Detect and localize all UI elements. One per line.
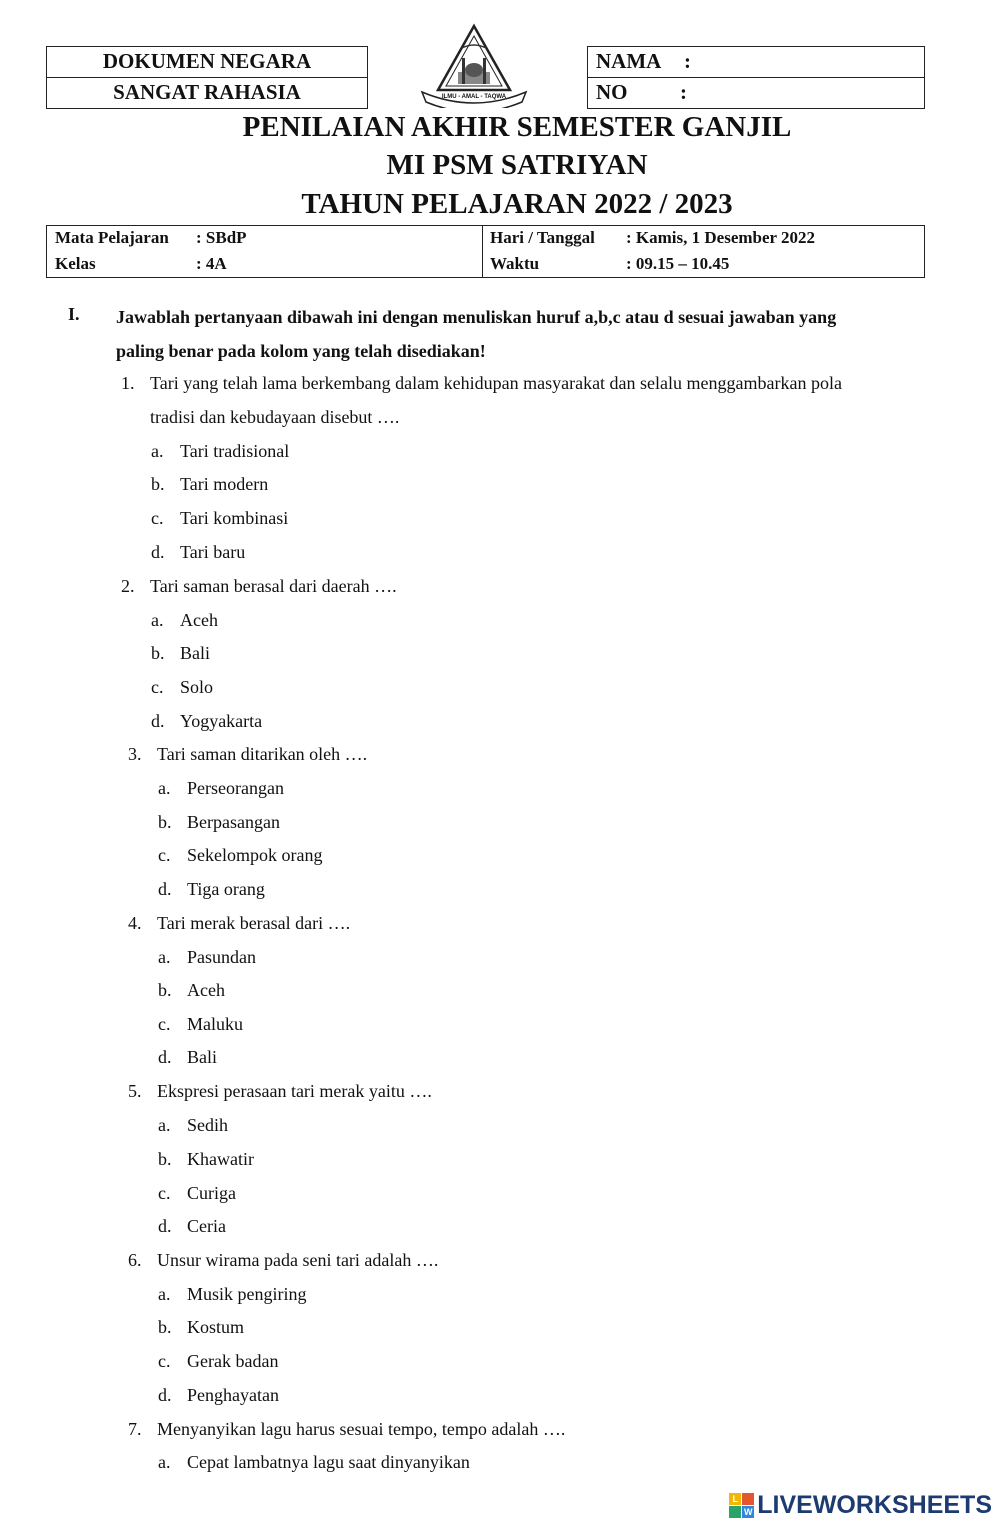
- option-letter: b.: [158, 812, 172, 832]
- option-letter: c.: [158, 1351, 171, 1371]
- option-letter: b.: [151, 643, 165, 663]
- classification-line-2: SANGAT RAHASIA: [113, 80, 301, 104]
- option-text: Penghayatan: [187, 1385, 279, 1405]
- liveworksheets-logo[interactable]: [729, 1488, 992, 1522]
- option-letter: d.: [158, 1216, 172, 1236]
- badge-letter: L: [729, 1493, 741, 1505]
- option-text: Tari tradisional: [180, 441, 290, 461]
- option-letter: d.: [151, 711, 165, 731]
- option-text: Bali: [187, 1047, 217, 1067]
- school-emblem: [414, 22, 534, 108]
- section-number: I.: [68, 304, 80, 324]
- question-text-line-1: Tari yang telah lama berkembang dalam kehidupan masyarakat dan selalu menggambarkan pola: [150, 373, 842, 393]
- option-letter: c.: [151, 508, 164, 528]
- question-text-line-1: Tari merak berasal dari ….: [157, 913, 351, 933]
- brand-name: LIVEWORKSHEETS: [757, 1490, 992, 1519]
- question-1: [121, 366, 921, 434]
- option-letter: c.: [158, 845, 171, 865]
- time-value: : 09.15 – 10.45: [626, 254, 730, 273]
- question-text-line-2: tradisi dan kebudayaan disebut ….: [150, 407, 400, 427]
- option-letter: d.: [158, 879, 172, 899]
- day-label: Hari / Tanggal: [490, 228, 595, 247]
- option-text: Khawatir: [187, 1149, 254, 1169]
- option-text: Tari modern: [180, 474, 269, 494]
- classification-line-1: DOKUMEN NEGARA: [102, 49, 312, 73]
- option-text: Cepat lambatnya lagu saat dinyanyikan: [187, 1452, 470, 1472]
- section-instruction: [116, 300, 916, 368]
- question-number: 5.: [128, 1081, 142, 1101]
- option-letter: a.: [158, 947, 171, 967]
- option-text: Yogyakarta: [180, 711, 263, 731]
- subject-value: : SBdP: [196, 228, 247, 247]
- option-letter: a.: [158, 1115, 171, 1135]
- option-letter: b.: [158, 1149, 172, 1169]
- name-field[interactable]: :: [684, 49, 691, 73]
- number-field[interactable]: :: [680, 80, 687, 104]
- question-7: [128, 1412, 918, 1446]
- question-number: 2.: [121, 576, 135, 596]
- class-value: : 4A: [196, 254, 227, 273]
- instruction-line-2: paling benar pada kolom yang telah disediakan!: [116, 341, 486, 361]
- option-text: Tiga orang: [187, 879, 265, 899]
- option-letter: a.: [158, 1284, 171, 1304]
- option-letter: a.: [151, 610, 164, 630]
- question-4: [128, 906, 918, 940]
- option-letter: a.: [151, 441, 164, 461]
- question-text-line-1: Tari saman ditarikan oleh ….: [157, 744, 368, 764]
- option-text: Sedih: [187, 1115, 229, 1135]
- option-text: Maluku: [187, 1014, 243, 1034]
- option-text: Ceria: [187, 1216, 226, 1236]
- option-text: Solo: [180, 677, 214, 697]
- brand-badge-icon: [729, 1493, 754, 1518]
- instruction-line-1: Jawablah pertanyaan dibawah ini dengan menuliskan huruf a,b,c atau d sesuai jawaban yang: [116, 307, 837, 327]
- option-text: Sekelompok orang: [187, 845, 323, 865]
- exam-title: PENILAIAN AKHIR SEMESTER GANJIL: [242, 111, 792, 143]
- option-letter: a.: [158, 1452, 171, 1472]
- option-letter: a.: [158, 778, 171, 798]
- option-text: Perseorangan: [187, 778, 284, 798]
- option-text: Kostum: [187, 1317, 245, 1337]
- question-text-line-1: Ekspresi perasaan tari merak yaitu ….: [157, 1081, 432, 1101]
- badge-tile: [729, 1506, 741, 1518]
- school-name: MI PSM SATRIYAN: [386, 149, 648, 181]
- option-letter: d.: [158, 1385, 172, 1405]
- number-label: NO: [596, 80, 628, 104]
- question-6: [128, 1243, 918, 1277]
- option-letter: d.: [151, 542, 165, 562]
- option-letter: c.: [158, 1183, 171, 1203]
- question-number: 1.: [121, 373, 135, 393]
- question-number: 7.: [128, 1419, 142, 1439]
- emblem-motto: ILMU - AMAL - TAQWA: [441, 94, 507, 100]
- academic-year: TAHUN PELAJARAN 2022 / 2023: [301, 188, 733, 220]
- option-text: Tari baru: [180, 542, 246, 562]
- question-number: 6.: [128, 1250, 142, 1270]
- option-letter: c.: [151, 677, 164, 697]
- option-letter: b.: [158, 1317, 172, 1337]
- subject-label: Mata Pelajaran: [55, 228, 169, 247]
- divider: [482, 225, 483, 278]
- option-letter: c.: [158, 1014, 171, 1034]
- option-text: Musik pengiring: [187, 1284, 307, 1304]
- option-text: Aceh: [187, 980, 225, 1000]
- question-number: 4.: [128, 913, 142, 933]
- time-label: Waktu: [490, 254, 540, 273]
- question-text-line-1: Unsur wirama pada seni tari adalah ….: [157, 1250, 439, 1270]
- question-2: [121, 569, 921, 603]
- badge-tile: [742, 1493, 754, 1505]
- option-text: Tari kombinasi: [180, 508, 289, 528]
- question-text-line-1: Tari saman berasal dari daerah ….: [150, 576, 397, 596]
- option-text: Gerak badan: [187, 1351, 279, 1371]
- option-text: Bali: [180, 643, 210, 663]
- option-letter: b.: [151, 474, 165, 494]
- option-text: Pasundan: [187, 947, 256, 967]
- name-label: NAMA: [596, 49, 662, 73]
- option-text: Aceh: [180, 610, 218, 630]
- question-3: [128, 737, 918, 771]
- option-text: Curiga: [187, 1183, 236, 1203]
- option-letter: d.: [158, 1047, 172, 1067]
- badge-letter: W: [744, 1506, 753, 1517]
- day-value: : Kamis, 1 Desember 2022: [626, 228, 816, 247]
- class-label: Kelas: [55, 254, 96, 273]
- question-5: [128, 1074, 918, 1108]
- question-text-line-1: Menyanyikan lagu harus sesuai tempo, tempo adalah ….: [157, 1419, 566, 1439]
- question-number: 3.: [128, 744, 142, 764]
- option-letter: b.: [158, 980, 172, 1000]
- option-text: Berpasangan: [187, 812, 280, 832]
